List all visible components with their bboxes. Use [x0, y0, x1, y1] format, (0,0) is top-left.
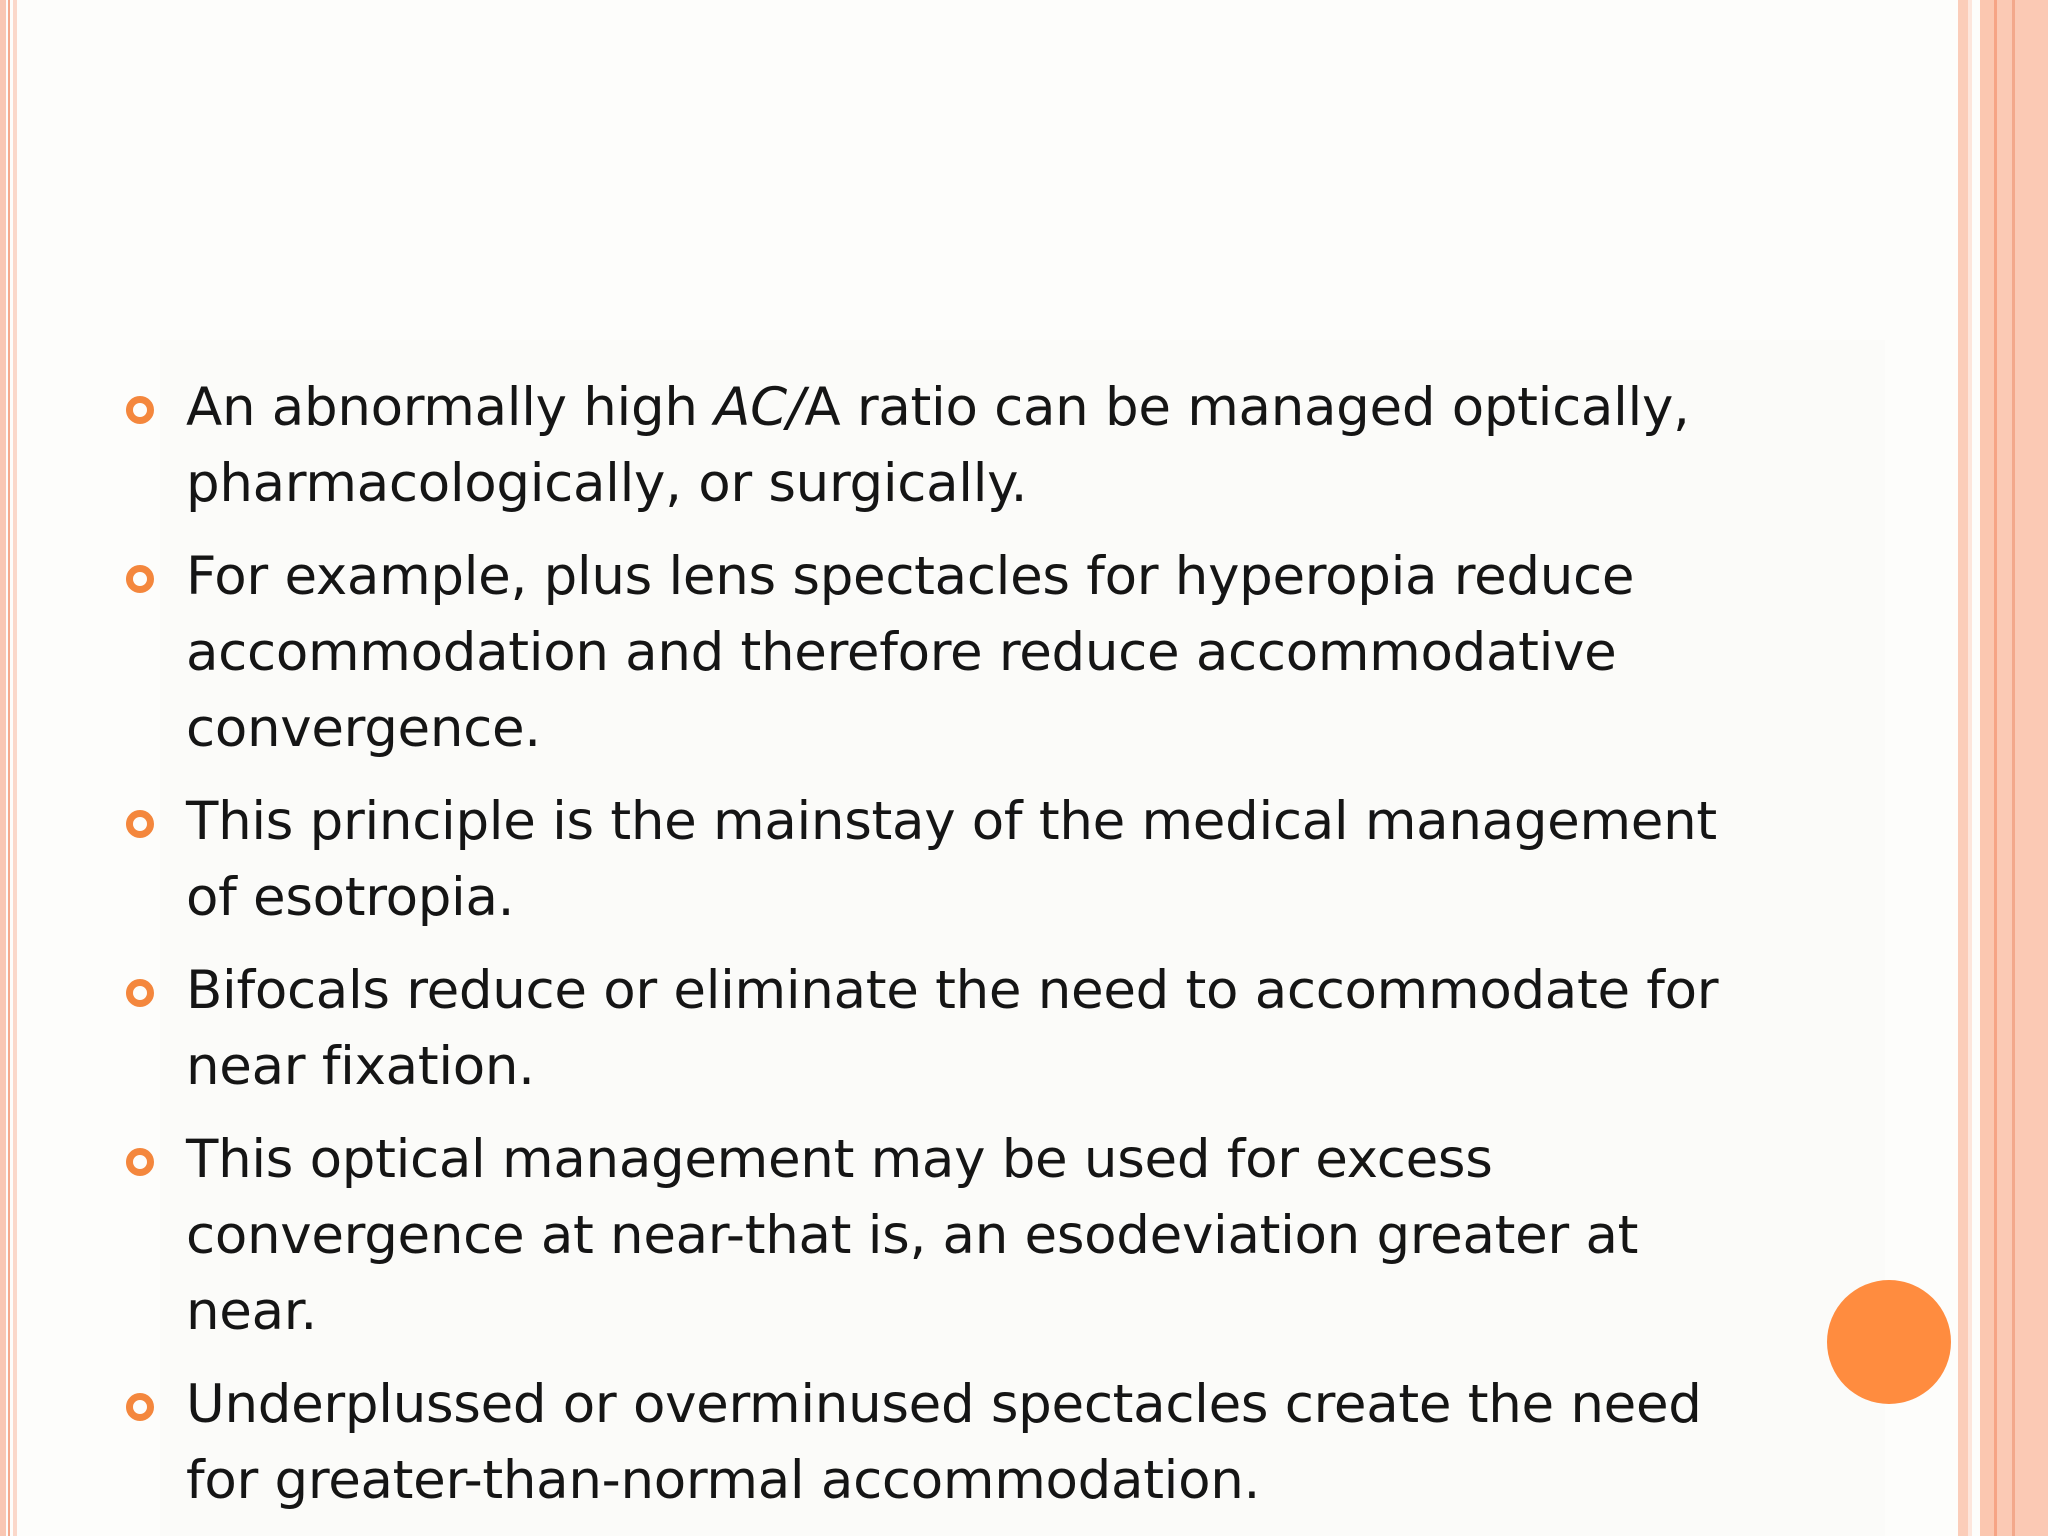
bullet-item [122, 370, 1762, 522]
bullet-text: Underplussed or overminused spectacles create the need for greater-than-normal accommodation. [186, 1374, 1702, 1511]
bullet-text: For example, plus lens spectacles for hyperopia reduce accommodation and therefore reduce accommodative convergence. [186, 546, 1635, 759]
right-border-stripe [1980, 0, 1994, 1536]
bullet-item [122, 1122, 1762, 1350]
bullet-text: This principle is the mainstay of the medical management of esotropia. [186, 791, 1717, 928]
bullet-item [122, 1367, 1762, 1519]
bullet-list [122, 370, 1762, 1536]
bullet-text: This optical management may be used for excess convergence at near-that is, an esodeviation greater at near. [186, 1129, 1639, 1342]
decorative-circle [1827, 1280, 1951, 1404]
bullet-item [122, 953, 1762, 1105]
bullet-text: An abnormally high AC/A ratio can be managed optically, pharmacologically, or surgically. [186, 377, 1690, 514]
bullet-ring-icon [126, 565, 154, 593]
bullet-ring-icon [126, 1148, 154, 1176]
right-border-stripe [1968, 0, 1972, 1536]
bullet-ring-icon [126, 396, 154, 424]
right-border-stripe [1958, 0, 1968, 1536]
left-border-stripe [8, 0, 10, 1536]
bullet-text: Bifocals reduce or eliminate the need to accommodate for near fixation. [186, 960, 1719, 1097]
left-border-stripe [0, 0, 6, 1536]
left-border-stripe [13, 0, 17, 1536]
bullet-ring-icon [126, 979, 154, 1007]
bullet-item [122, 784, 1762, 936]
right-border-stripe [1997, 0, 2048, 1536]
right-border-stripe [2012, 0, 2015, 1536]
bullet-item [122, 539, 1762, 767]
bullet-ring-icon [126, 810, 154, 838]
bullet-ring-icon [126, 1393, 154, 1421]
